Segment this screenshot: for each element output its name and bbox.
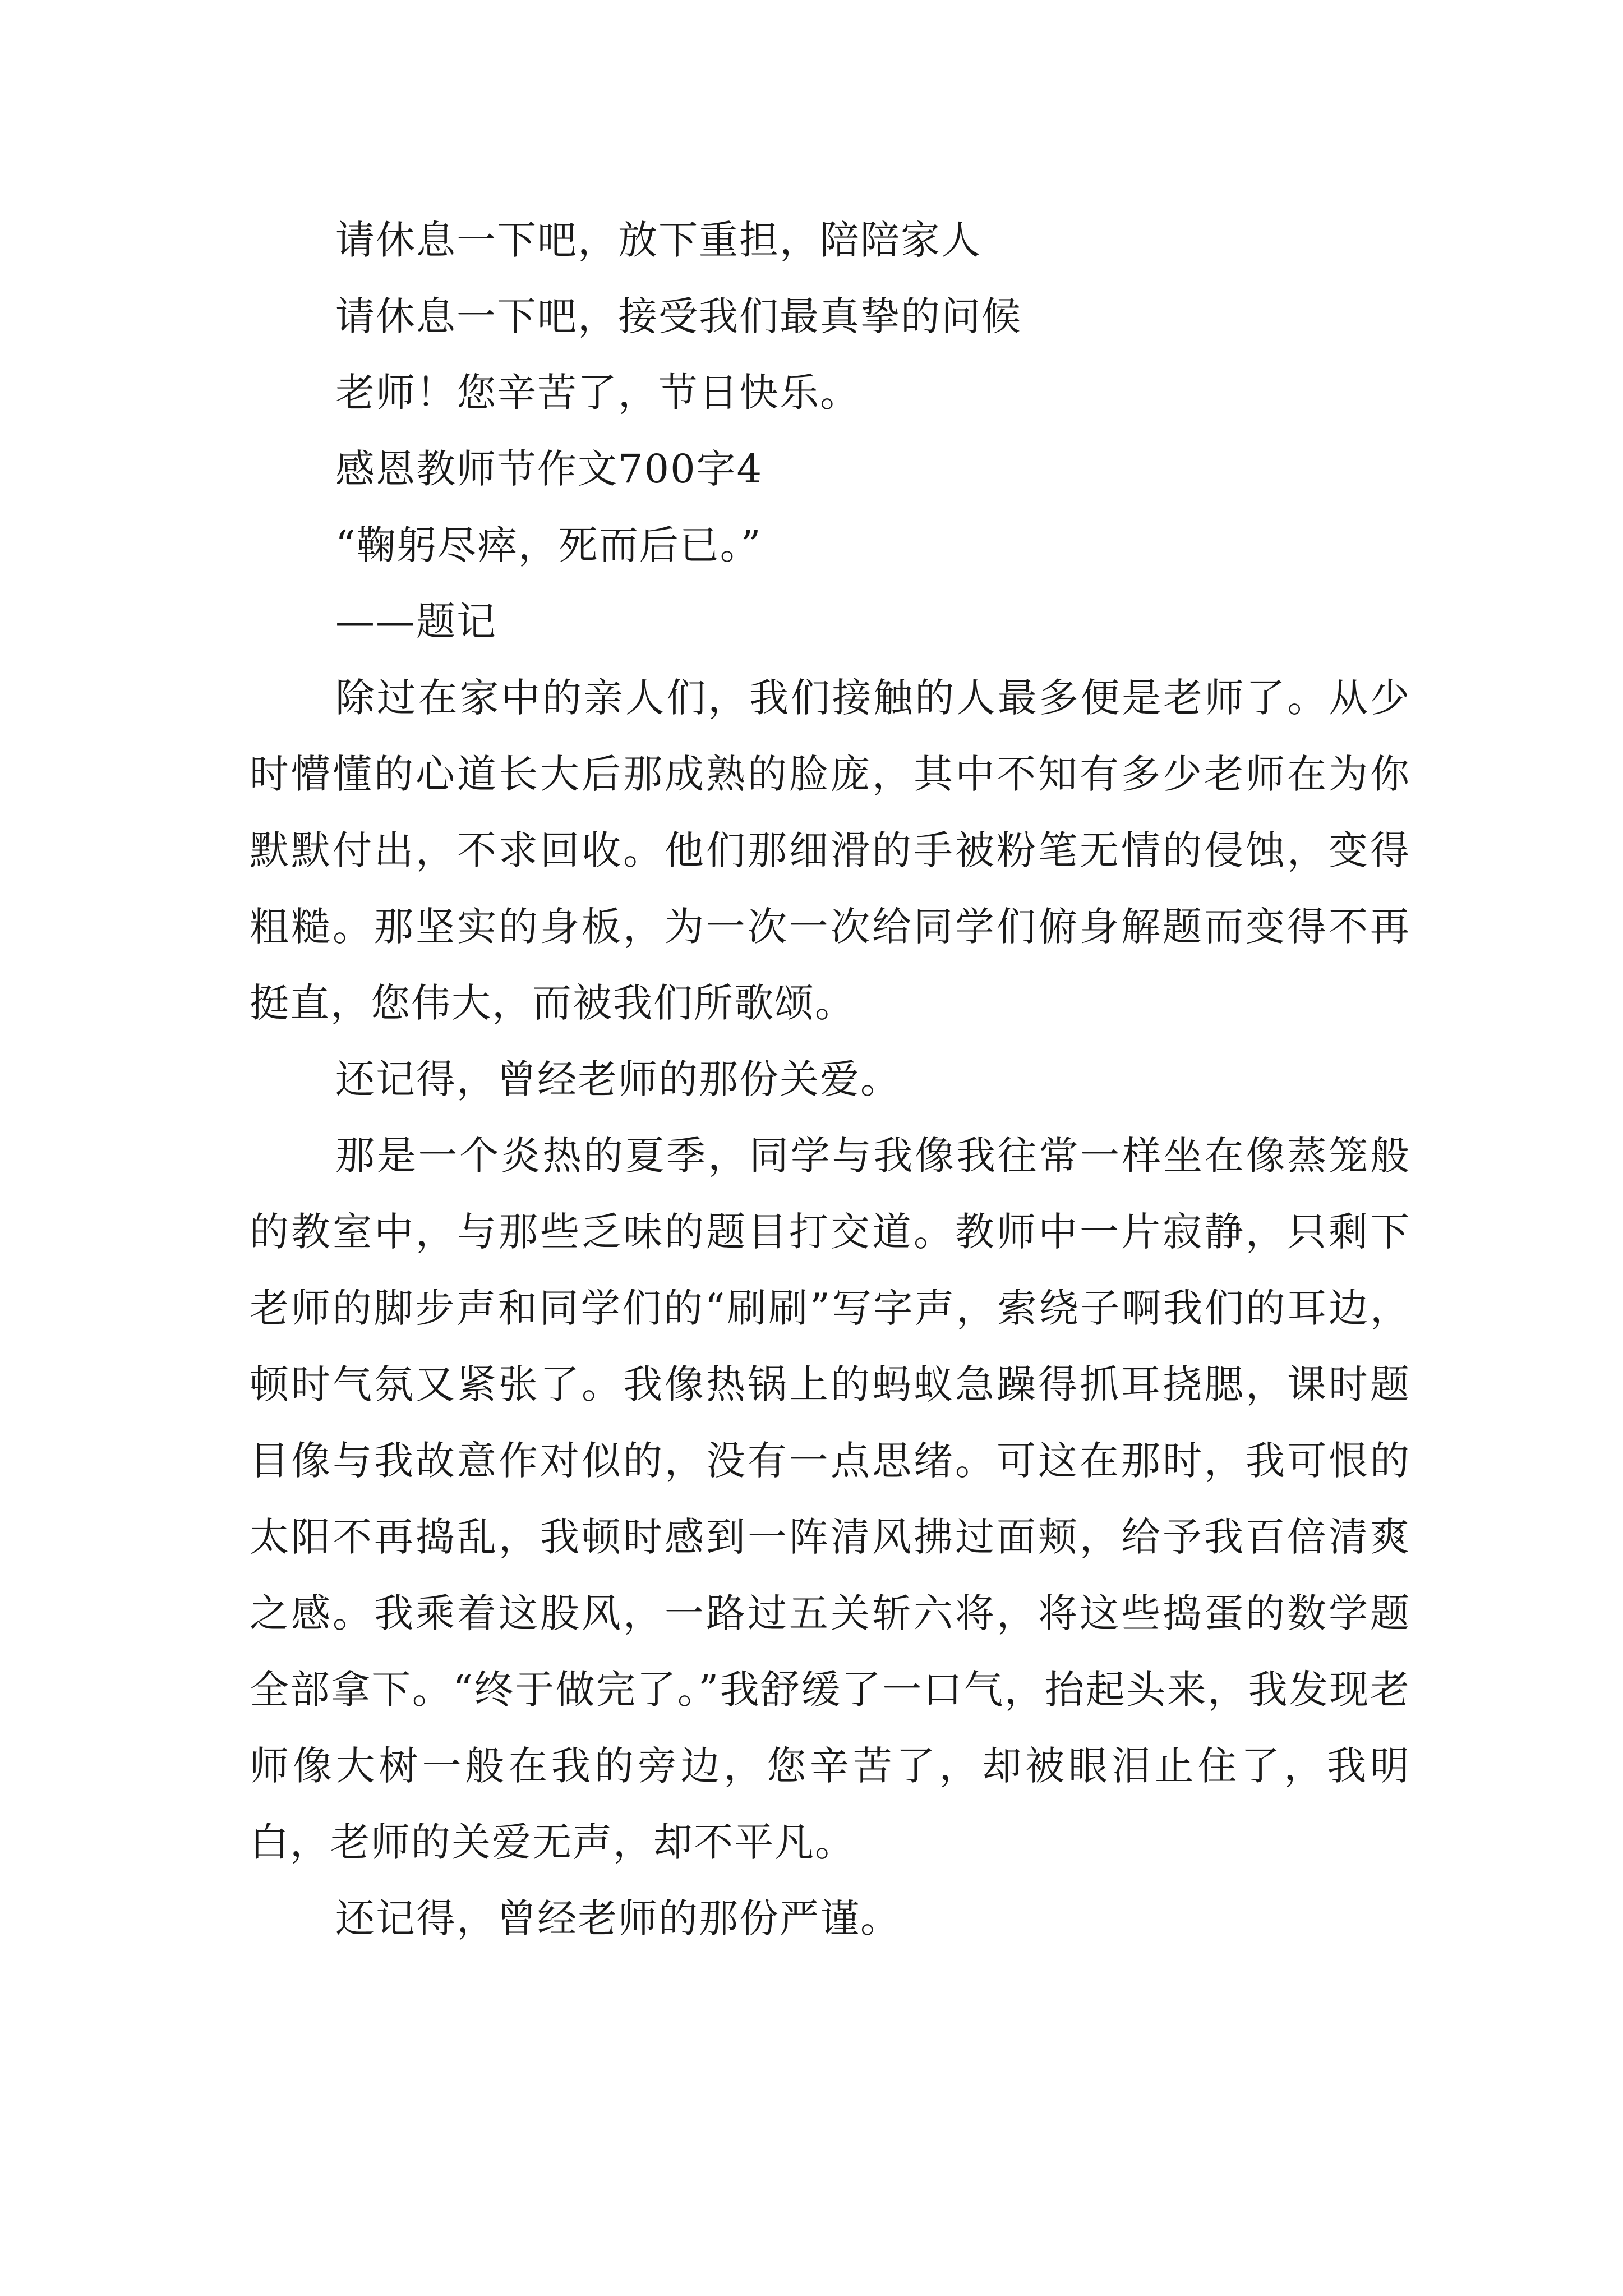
document-body [250, 202, 1410, 1957]
epigraph-quote: “鞠躬尽瘁，死而后已。” [335, 522, 762, 568]
body-paragraph: 还记得，曾经老师的那份严谨。 [335, 1895, 901, 1941]
body-paragraph: 除过在家中的亲人们，我们接触的人最多便是老师了。从少时懵懂的心道长大后那成熟的脸庞，其中不知有多少老师在为你默默付出，不求回收。他们那细滑的手被粉笔无情的侵蚀，变得粗糙。那坚实的身板，为一次一次给同学们俯身解题而变得不再挺直，您伟大，而被我们所歌颂。 [250, 675, 1410, 1026]
body-paragraph: 那是一个炎热的夏季，同学与我像我往常一样坐在像蒸笼般的教室中，与那些乏味的题目打交道。教师中一片寂静，只剩下老师的脚步声和同学们的“刷刷”写字声，索绕子啊我们的耳边，顿时气氛又紧张了。我像热锅上的蚂蚁急躁得抓耳挠腮，课时题目像与我故意作对似的，没有一点思绪。可这在那时，我可恨的太阳不再捣乱，我顿时感到一阵清风拂过面颊，给予我百倍清爽之感。我乘着这股风，一路过五关斩六将，将这些捣蛋的数学题全部拿下。“终于做完了。”我舒缓了一口气，抬起头来，我发现老师像大树一般在我的旁边，您辛苦了，却被眼泪止住了，我明白，老师的关爱无声，却不平凡。 [250, 1133, 1410, 1865]
essay-title: 感恩教师节作文700字4 [335, 446, 763, 492]
poem-line: 老师！您辛苦了，节日快乐。 [335, 370, 860, 416]
epigraph-attribution: ——题记 [335, 599, 497, 645]
poem-line: 请休息一下吧，接受我们最真挚的问候 [335, 293, 1022, 339]
poem-line: 请休息一下吧，放下重担，陪陪家人 [335, 217, 981, 263]
body-paragraph: 还记得，曾经老师的那份关爱。 [335, 1056, 901, 1102]
